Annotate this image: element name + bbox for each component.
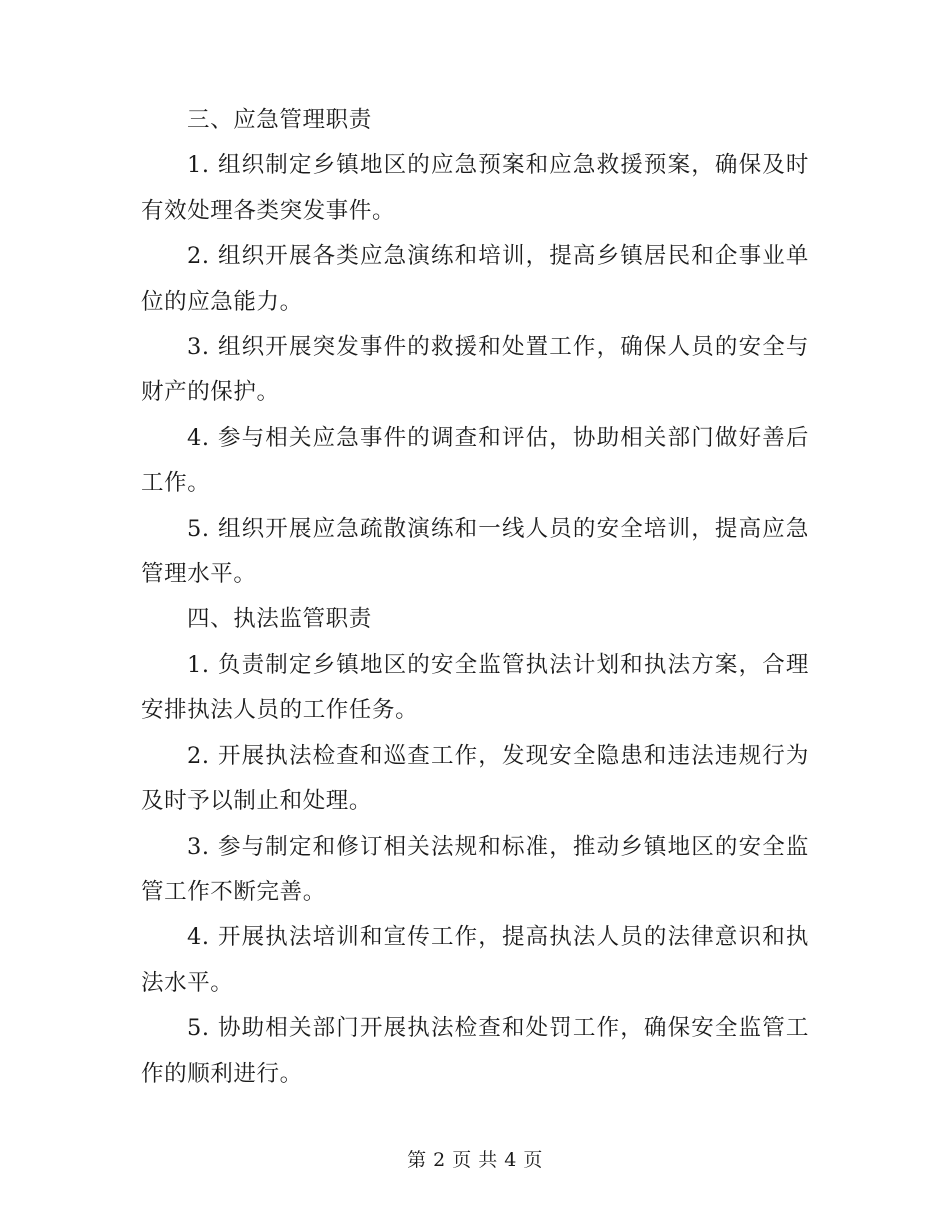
paragraph-enforcement-2: 2. 开展执法检查和巡查工作，发现安全隐患和违法违规行为及时予以制止和处理。 xyxy=(141,742,809,815)
paragraph-emergency-1: 1. 组织制定乡镇地区的应急预案和应急救援预案，确保及时有效处理各类突发事件。 xyxy=(141,152,809,224)
section-heading-enforcement: 四、执法监管职责 xyxy=(187,606,372,633)
paragraph-enforcement-3: 3. 参与制定和修订相关法规和标准，推动乡镇地区的安全监管工作不断完善。 xyxy=(141,833,809,905)
paragraph-emergency-3: 3. 组织开展突发事件的救援和处置工作，确保人员的安全与财产的保护。 xyxy=(141,334,809,406)
paragraph-enforcement-1: 1. 负责制定乡镇地区的安全监管执法计划和执法方案，合理安排执法人员的工作任务。 xyxy=(141,651,809,724)
paragraph-emergency-5: 5. 组织开展应急疏散演练和一线人员的安全培训，提高应急管理水平。 xyxy=(141,515,809,588)
paragraph-enforcement-5: 5. 协助相关部门开展执法检查和处罚工作，确保安全监管工作的顺利进行。 xyxy=(141,1015,809,1087)
paragraph-enforcement-4: 4. 开展执法培训和宣传工作，提高执法人员的法律意识和执法水平。 xyxy=(141,924,809,996)
paragraph-emergency-2: 2. 组织开展各类应急演练和培训，提高乡镇居民和企事业单位的应急能力。 xyxy=(141,243,809,315)
document-body xyxy=(141,98,809,1097)
page-number-footer: 第 2 页 共 4 页 xyxy=(407,1149,543,1171)
paragraph-emergency-4: 4. 参与相关应急事件的调查和评估，协助相关部门做好善后工作。 xyxy=(141,424,809,497)
section-heading-emergency: 三、应急管理职责 xyxy=(187,107,372,133)
